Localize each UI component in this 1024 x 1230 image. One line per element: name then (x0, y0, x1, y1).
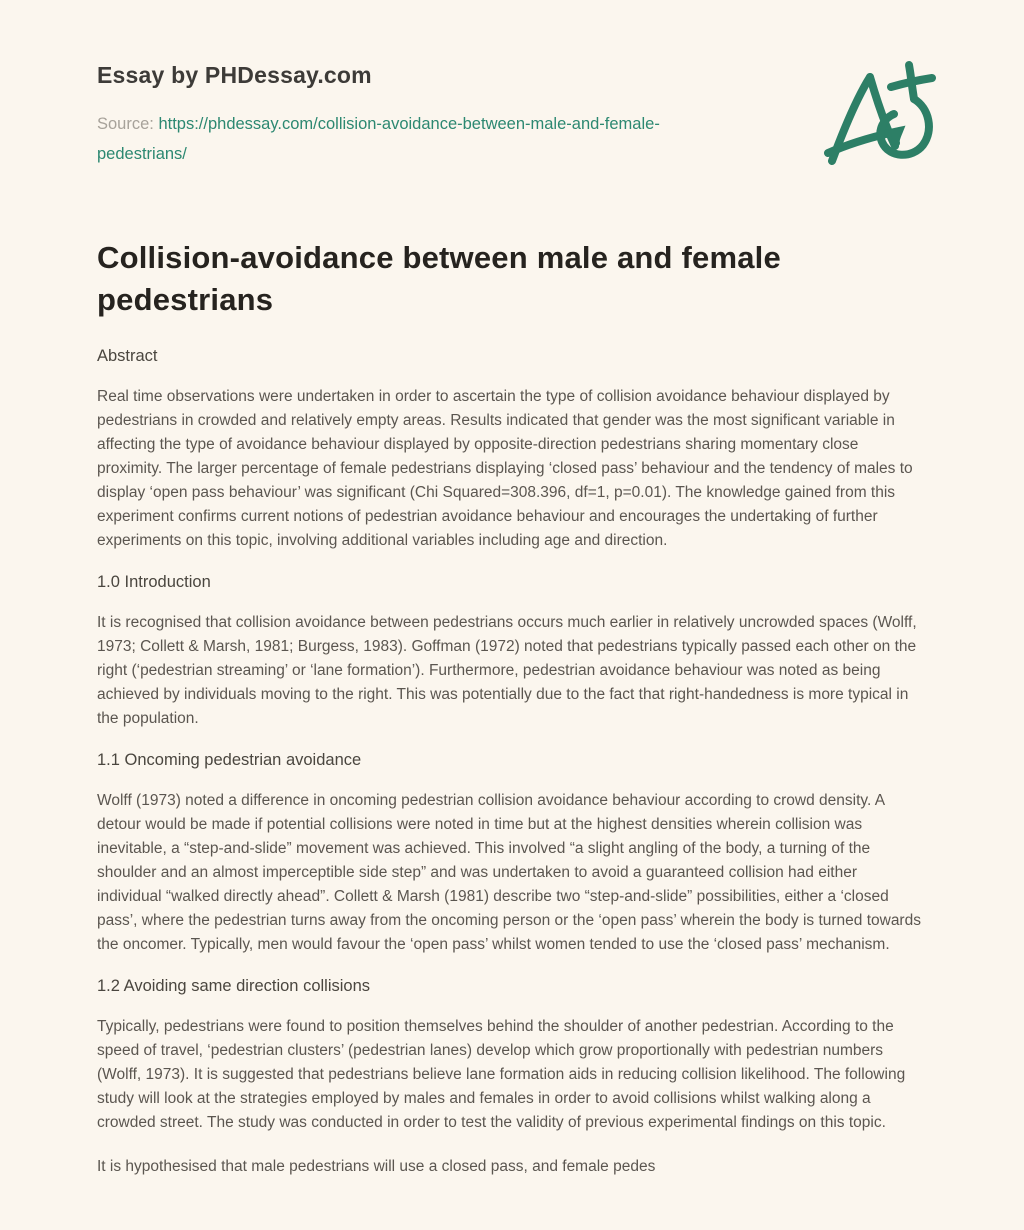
section-heading-abstract: Abstract (97, 347, 158, 365)
paragraph-introduction: It is recognised that collision avoidance between pedestrians occurs much earlier in relatively uncrowded spaces (Wolff, 1973; Collett & Marsh, 1981; Burgess, 1983). Goffman (1972) noted that pedestrians typically passed each other on the right (‘pedestrian streaming’ or ‘lane formation’). Furthermore, pedestrian avoidance behaviour was noted as being achieved by individuals moving to the right. This was potentially due to the fact that right-handedness is more typical in the population. (97, 614, 917, 727)
source-label: Source: (97, 115, 159, 133)
source-line (97, 109, 697, 169)
source-link[interactable]: https://phdessay.com/collision-avoidance-between-male-and-female-pedestrians/ (97, 115, 660, 163)
paragraph-hypothesis-truncated: It is hypothesised that male pedestrians will use a closed pass, and female pedes (97, 1158, 656, 1175)
phdessay-a-plus-logo-icon (819, 58, 939, 181)
section-heading-introduction: 1.0 Introduction (97, 573, 211, 591)
paragraph-oncoming-pedestrian-avoidance: Wolff (1973) noted a difference in oncoming pedestrian collision avoidance behaviour according to crowd density. A detour would be made if potential collisions were noted in time but at the highest densities wherein collision was inevitable, a “step-and-slide” movement was achieved. This involved “a slight angling of the body, a turning of the shoulder and an almost imperceptible side step” and was undertaken to avoid a guaranteed collision had either individual “walked directly ahead”. Collett & Marsh (1981) describe two “step-and-slide” possibilities, either a ‘closed pass’, where the pedestrian turns away from the oncoming person or the ‘open pass’ wherein the body is turned towards the oncomer. Typically, men would favour the ‘open pass’ whilst women tended to use the ‘closed pass’ mechanism. (97, 792, 921, 953)
paragraph-abstract: Real time observations were undertaken in order to ascertain the type of collision avoidance behaviour displayed by pedestrians in crowded and relatively empty areas. Results indicated that gender was the most significant variable in affecting the type of avoidance behaviour displayed by opposite-direction pedestrians sharing momentary close proximity. The larger percentage of female pedestrians displaying ‘closed pass’ behaviour and the tendency of males to display ‘open pass behaviour’ was significant (Chi Squared=308.396, df=1, p=0.01). The knowledge gained from this experiment confirms current notions of pedestrian avoidance behaviour and encourages the undertaking of further experiments on this topic, involving additional variables including age and direction. (97, 388, 913, 549)
section-heading-oncoming-pedestrian-avoidance: 1.1 Oncoming pedestrian avoidance (97, 751, 362, 769)
brand-title: Essay by PHDessay.com (97, 62, 372, 88)
header-text-block (97, 62, 697, 169)
paragraph-same-direction-collisions: Typically, pedestrians were found to position themselves behind the shoulder of another pedestrian. According to the speed of travel, ‘pedestrian clusters’ (pedestrian lanes) develop which grow proportionally with pedestrian numbers (Wolff, 1973). It is suggested that pedestrians believe lane formation aids in reducing collision likelihood. The following study will look at the strategies employed by males and females in order to avoid collisions whilst walking along a crowded street. The study was conducted in order to test the validity of previous experimental findings on this topic. (97, 1018, 906, 1131)
article-body (97, 347, 925, 1179)
article-title: Collision-avoidance between male and female pedestrians (97, 240, 781, 317)
section-heading-same-direction-collisions: 1.2 Avoiding same direction collisions (97, 977, 371, 995)
page-header (97, 62, 925, 181)
